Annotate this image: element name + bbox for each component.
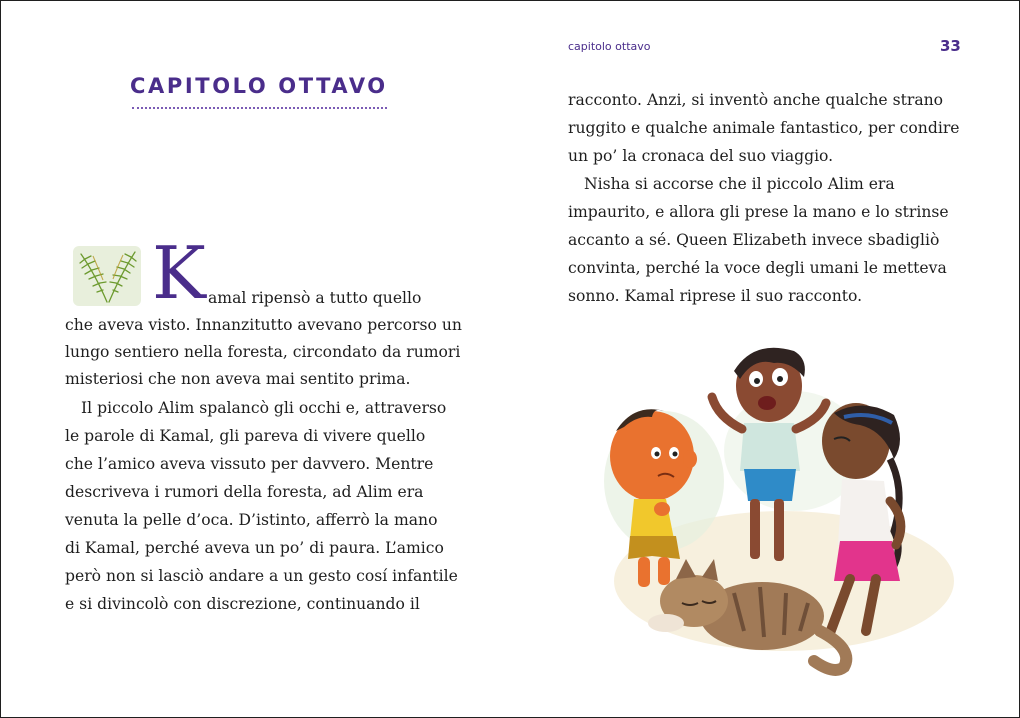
left-line-11: però non si lasciò andare a un gesto cosí infantile — [65, 567, 458, 585]
left-line-1: amal ripensò a tutto quello — [208, 289, 422, 307]
right-line-5: impaurito, e allora gli prese la mano e lo strinse — [568, 203, 949, 221]
title-underline — [132, 107, 387, 109]
right-line-7: convinta, perché la voce degli umani le metteva — [568, 259, 947, 277]
left-line-12: e si divincolò con discrezione, continuando il — [65, 595, 420, 613]
right-line-2: ruggito e qualche animale fantastico, per condire — [568, 119, 960, 137]
right-line-3: un po’ la cronaca del suo viaggio. — [568, 147, 834, 165]
chapter-title: CAPITOLO OTTAVO — [130, 74, 388, 98]
right-line-4: Nisha si accorse che il piccolo Alim era — [584, 175, 895, 193]
children-and-cat-illustration — [594, 331, 954, 681]
left-line-10: di Kamal, perché aveva un po’ di paura. L’amico — [65, 539, 444, 557]
left-page — [1, 1, 510, 717]
right-line-8: sonno. Kamal riprese il suo racconto. — [568, 287, 863, 305]
left-line-2: che aveva visto. Innanzitutto avevano percorso un — [65, 316, 462, 334]
left-line-3: lungo sentiero nella foresta, circondato da rumori — [65, 343, 461, 361]
drop-cap: K — [152, 231, 206, 315]
left-line-5: Il piccolo Alim spalancò gli occhi e, attraverso — [81, 399, 447, 417]
right-line-6: accanto a sé. Queen Elizabeth invece sbadigliò — [568, 231, 940, 249]
running-head: capitolo ottavo — [568, 40, 651, 53]
fern-icon — [73, 246, 141, 306]
page-number: 33 — [940, 37, 961, 55]
left-line-6: le parole di Kamal, gli pareva di vivere quello — [65, 427, 426, 445]
right-page — [510, 1, 1019, 717]
right-line-1: racconto. Anzi, si inventò anche qualche strano — [568, 91, 944, 109]
left-line-9: venuta la pelle d’oca. D’istinto, afferrò la mano — [65, 511, 438, 529]
left-line-8: descriveva i rumori della foresta, ad Alim era — [65, 483, 424, 501]
left-line-7: che l’amico aveva vissuto per davvero. Mentre — [65, 455, 434, 473]
left-line-4: misteriosi che non aveva mai sentito prima. — [65, 370, 411, 388]
